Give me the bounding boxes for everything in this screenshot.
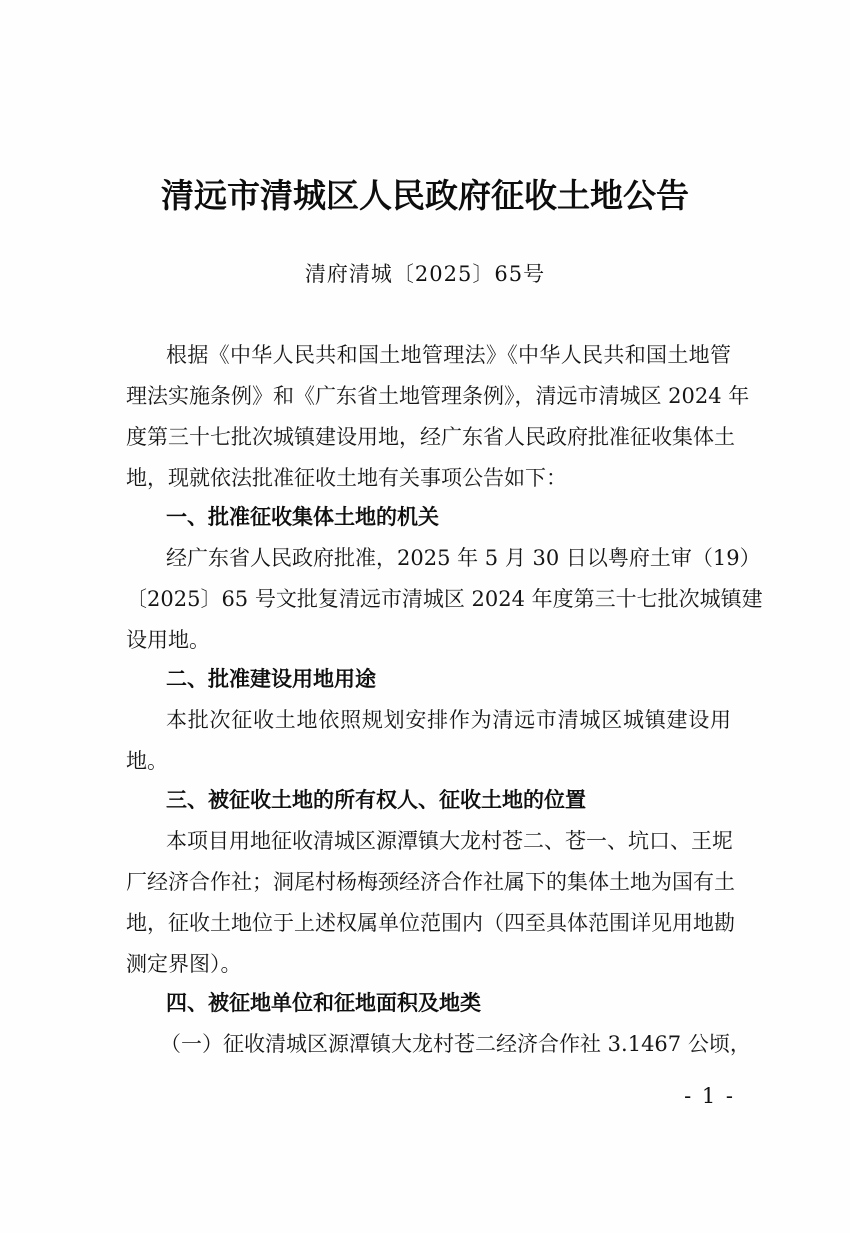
section-line: 经广东省人民政府批准，2025 年 5 月 30 日以粤府土审（19）	[166, 546, 761, 570]
section-line: 本批次征收土地依照规划安排作为清远市清城区城镇建设用	[166, 708, 731, 732]
section-heading-approval-authority: 一、批准征收集体土地的机关	[166, 505, 439, 529]
section-heading-land-use: 二、批准建设用地用途	[166, 667, 376, 691]
intro-line: 根据《中华人民共和国土地管理法》《中华人民共和国土地管	[166, 343, 731, 367]
section-line: 地。	[126, 749, 168, 773]
document-title: 清远市清城区人民政府征收土地公告	[161, 176, 689, 215]
section-line: 厂经济合作社；洞尾村杨梅颈经济合作社属下的集体土地为国有土	[126, 870, 735, 894]
section-line: （一）征收清城区源潭镇大龙村苍二经济合作社 3.1467 公顷，	[160, 1032, 751, 1056]
section-line: 设用地。	[126, 628, 210, 652]
section-line: 〔2025〕65 号文批复清远市清城区 2024 年度第三十七批次城镇建	[126, 587, 763, 611]
section-line: 测定界图）。	[126, 952, 242, 976]
intro-line: 理法实施条例》和《广东省土地管理条例》，清远市清城区 2024 年	[126, 384, 750, 408]
section-heading-area-and-category: 四、被征地单位和征地面积及地类	[166, 991, 481, 1015]
section-heading-owners-location: 三、被征收土地的所有权人、征收土地的位置	[166, 788, 586, 812]
intro-line: 地，现就依法批准征收土地有关事项公告如下：	[126, 466, 567, 490]
intro-line: 度第三十七批次城镇建设用地，经广东省人民政府批准征收集体土	[126, 425, 735, 449]
document-number: 清府清城〔2025〕65号	[304, 262, 546, 286]
section-line: 地，征收土地位于上述权属单位范围内（四至具体范围详见用地勘	[126, 911, 735, 935]
page-number: - 1 -	[684, 1084, 735, 1108]
section-line: 本项目用地征收清城区源潭镇大龙村苍二、苍一、坑口、王坭	[166, 829, 733, 853]
